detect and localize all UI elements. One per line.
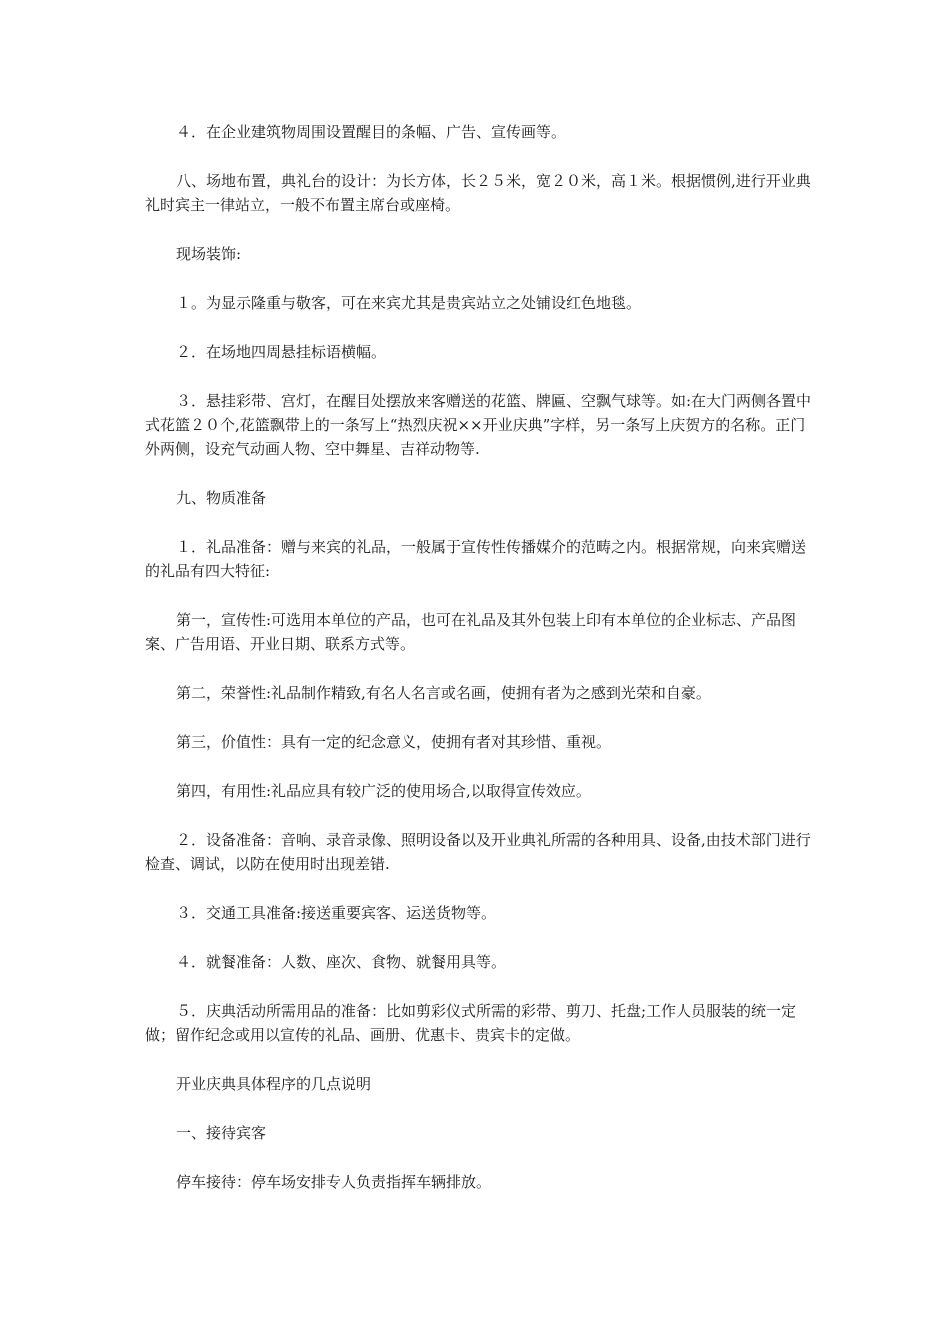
paragraph-venue-layout: 八、场地布置，典礼台的设计：为长方体，长２５米，宽２０米，高１米。根据惯例,进行开业典礼时宾主一律站立，一般不布置主席台或座椅。 [145, 172, 811, 214]
paragraph-gift-feature-4: 第四，有用性:礼品应具有较广泛的使用场合,以取得宣传效应。 [176, 782, 591, 800]
document-body [145, 120, 815, 1219]
paragraph-gift-feature-3: 第三，价值性：具有一定的纪念意义，使拥有者对其珍惜、重视。 [176, 733, 612, 751]
paragraph-parking-reception: 停车接待：停车场安排专人负责指挥车辆排放。 [176, 1173, 492, 1191]
paragraph-dining-preparation: ４．就餐准备：人数、座次、食物、就餐用具等。 [176, 953, 507, 971]
paragraph-decoration-item-4: ４．在企业建筑物周围设置醒目的条幅、广告、宣传画等。 [176, 123, 567, 141]
paragraph-gift-feature-2: 第二，荣誉性:礼品制作精致,有名人名言或名画，使拥有者为之感到光荣和自豪。 [176, 684, 711, 702]
paragraph-equipment-preparation: ２．设备准备：音响、录音录像、照明设备以及开业典礼所需的各种用具、设备,由技术部门进行检查、调试，以防在使用时出现差错. [145, 831, 811, 873]
paragraph-heading-decoration: 现场装饰: [176, 245, 242, 263]
paragraph-heading-procedure: 开业庆典具体程序的几点说明 [176, 1075, 372, 1093]
paragraph-heading-reception: 一、接待宾客 [176, 1124, 267, 1142]
paragraph-heading-materials: 九、物质准备 [176, 489, 267, 507]
paragraph-decoration-item-2: ２．在场地四周悬挂标语横幅。 [176, 343, 387, 361]
paragraph-gift-preparation: １．礼品准备：赠与来宾的礼品，一般属于宣传性传播媒介的范畴之内。根据常规，向来宾赠送的礼品有四大特征: [145, 538, 807, 580]
paragraph-supplies-preparation: ５．庆典活动所需用品的准备：比如剪彩仪式所需的彩带、剪刀、托盘;工作人员服装的统一定做；留作纪念或用以宣传的礼品、画册、优惠卡、贵宾卡的定做。 [145, 1002, 797, 1044]
paragraph-gift-feature-1: 第一，宣传性:可选用本单位的产品，也可在礼品及其外包装上印有本单位的企业标志、产品图案、广告用语、开业日期、联系方式等。 [145, 611, 797, 653]
paragraph-transport-preparation: ３．交通工具准备:接送重要宾客、运送货物等。 [176, 904, 497, 922]
paragraph-decoration-item-3: ３．悬挂彩带、宫灯，在醒目处摆放来客赠送的花篮、牌匾、空飘气球等。如:在大门两侧各置中式花篮２０个,花篮飘带上的一条写上“热烈庆祝××开业庆典”字样，另一条写上庆贺方的名称。正门外两侧，设充气动画人物、空中舞星、吉祥动物等. [145, 392, 812, 458]
paragraph-decoration-item-1: １。为显示隆重与敬客，可在来宾尤其是贵宾站立之处铺设红色地毯。 [176, 294, 642, 312]
